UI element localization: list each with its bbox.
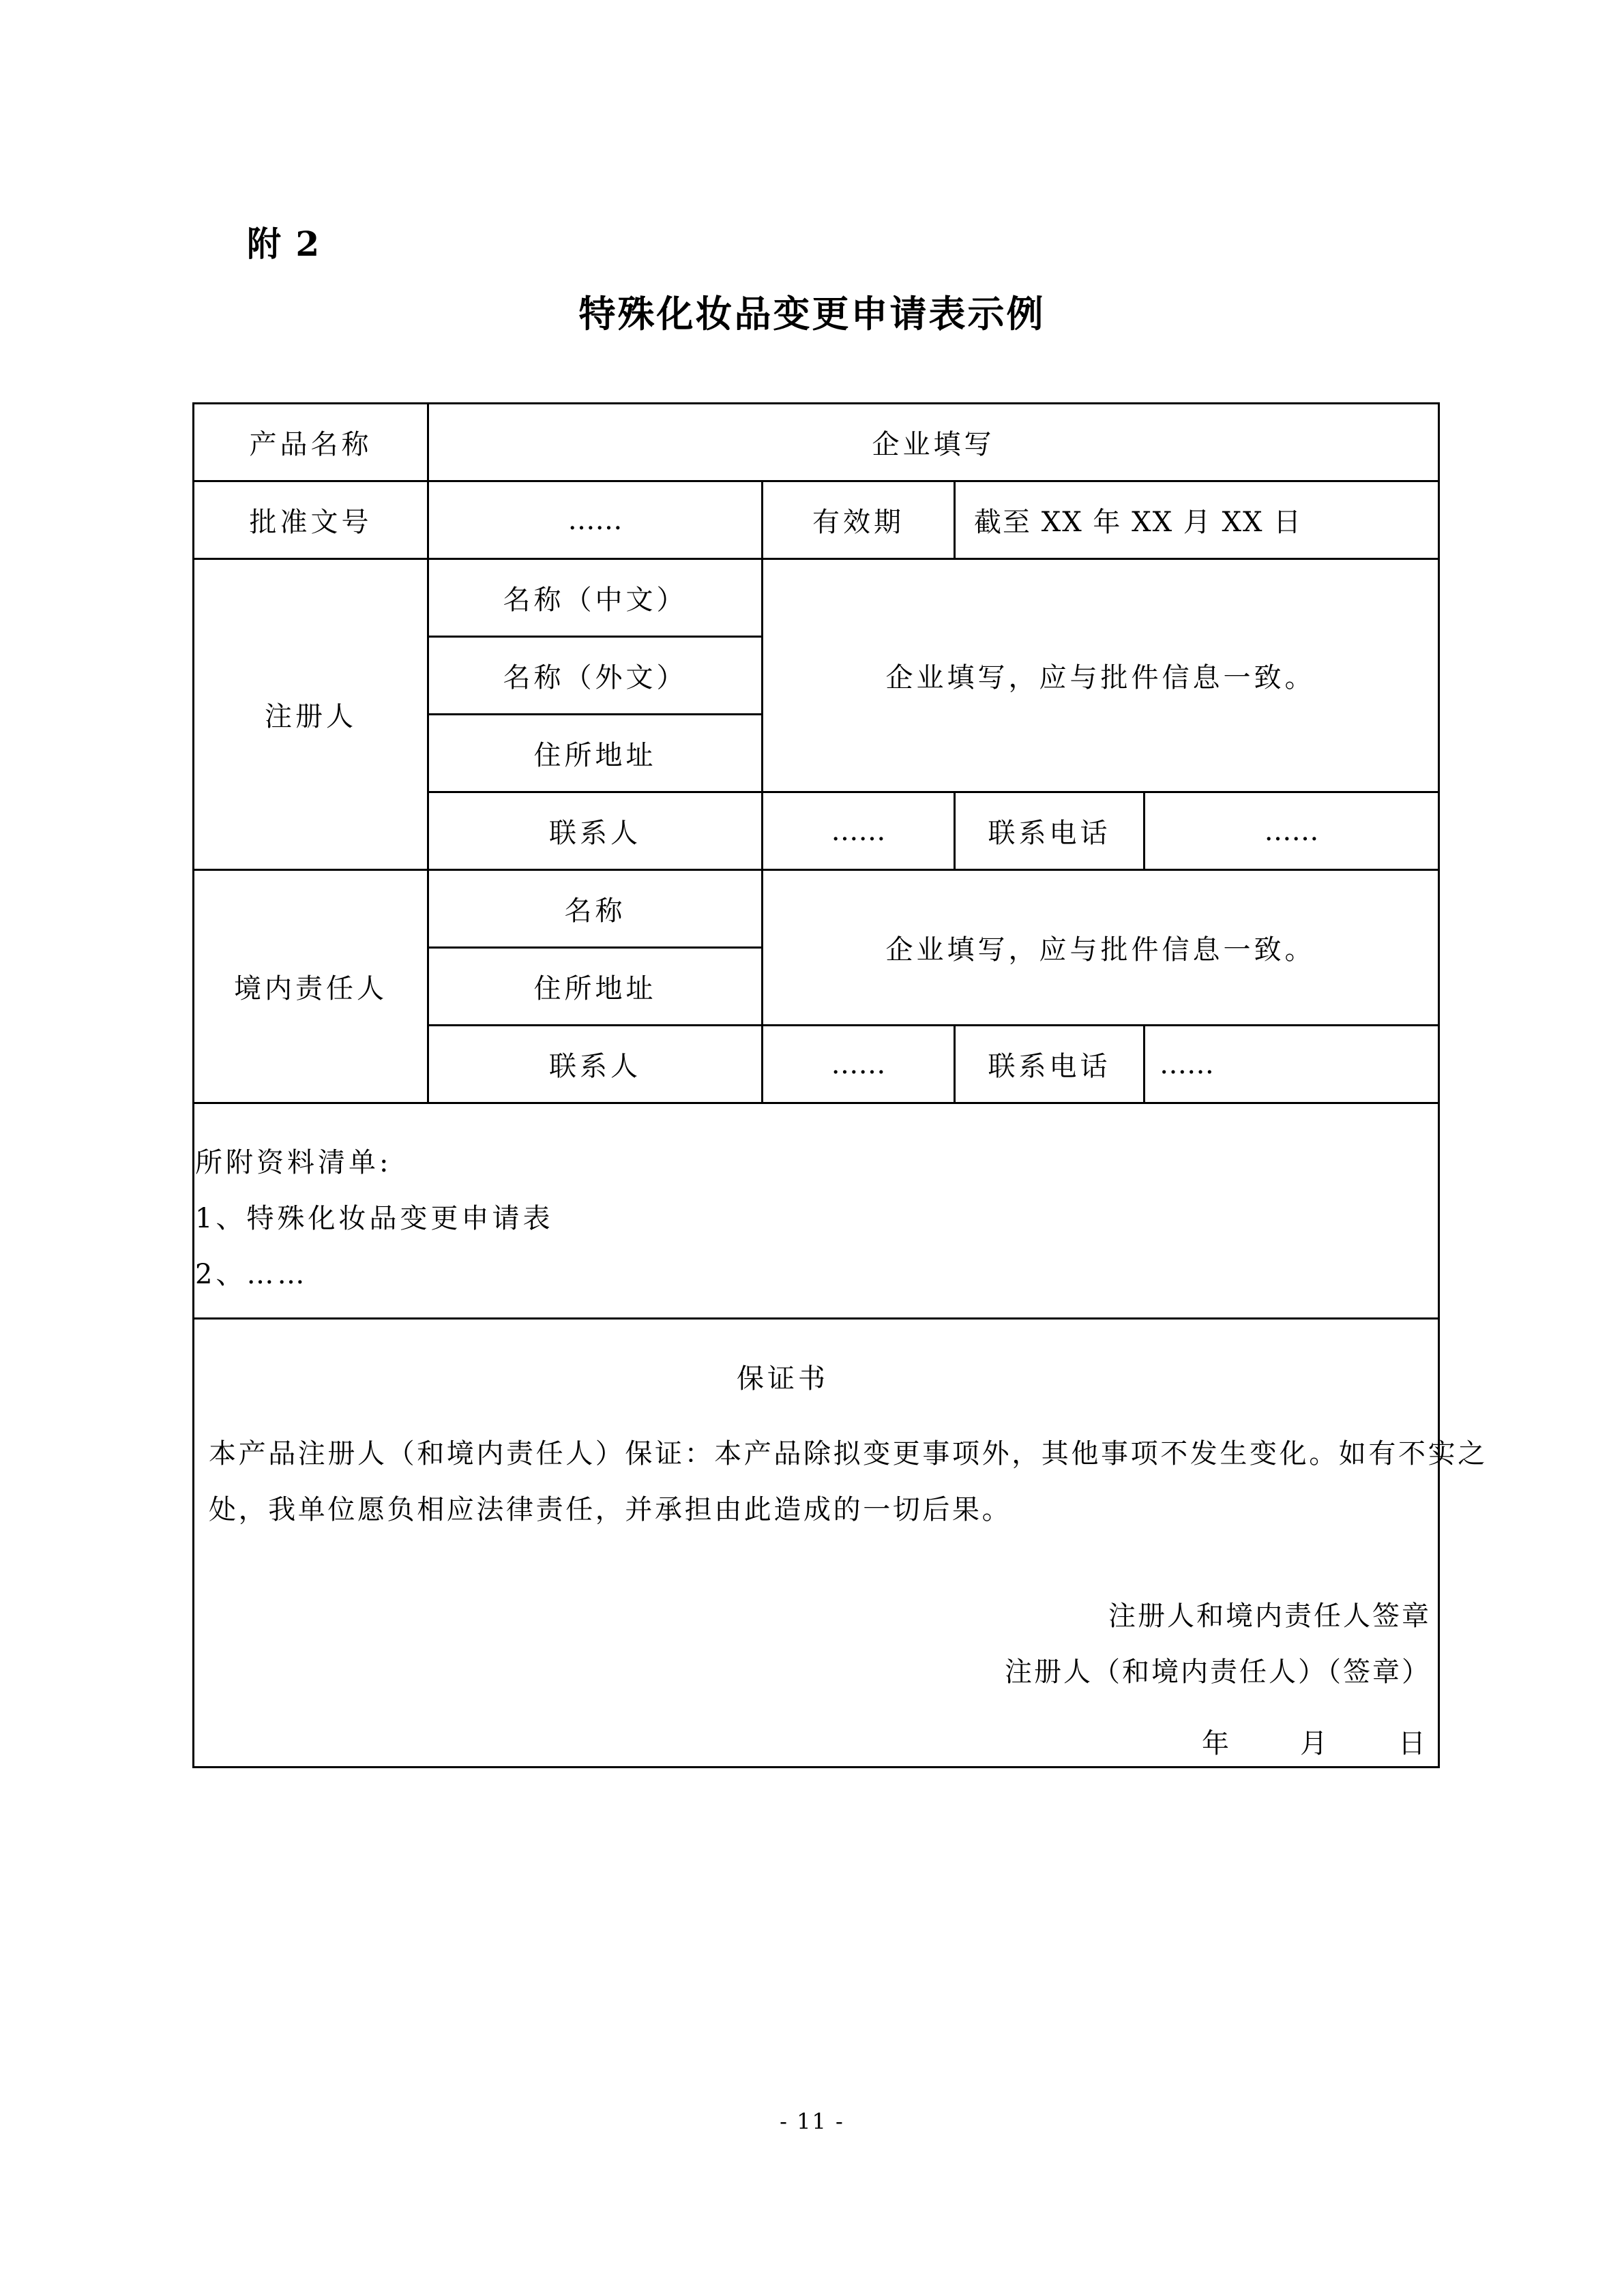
- attachment-item-2: 2、……: [195, 1259, 308, 1290]
- signature-date: 年 月 日: [1202, 1728, 1431, 1759]
- page-number: - 11 -: [780, 2108, 844, 2134]
- registrant-phone-value[interactable]: ……: [1264, 815, 1319, 847]
- approval-number-value[interactable]: ……: [567, 504, 623, 536]
- registrant-label: 注册人: [265, 701, 357, 732]
- attachment-item-1: 1、特殊化妆品变更申请表: [195, 1203, 554, 1234]
- registrant-contact-value[interactable]: ……: [831, 815, 886, 847]
- attachments-heading: 所附资料清单:: [195, 1147, 392, 1178]
- guarantee-title: 保证书: [737, 1363, 829, 1395]
- validity-value[interactable]: 截至 XX 年 XX 月 XX 日: [974, 507, 1303, 538]
- domestic-fill-note[interactable]: 企业填写，应与批件信息一致。: [885, 934, 1316, 966]
- domestic-phone-label: 联系电话: [988, 1051, 1111, 1082]
- registrant-contact-label: 联系人: [549, 818, 641, 849]
- product-name-label: 产品名称: [249, 429, 372, 460]
- annex-label: 附 2: [247, 224, 321, 264]
- validity-label: 有效期: [812, 507, 904, 538]
- approval-number-label: 批准文号: [249, 507, 372, 538]
- registrant-name-cn-label: 名称（中文）: [503, 584, 688, 616]
- registrant-fill-note[interactable]: 企业填写，应与批件信息一致。: [885, 662, 1316, 694]
- registrant-phone-label: 联系电话: [988, 818, 1111, 849]
- signature-line-1: 注册人和境内责任人签章: [1108, 1600, 1431, 1632]
- guarantee-line-2: 处，我单位愿负相应法律责任，并承担由此造成的一切后果。: [209, 1494, 1012, 1525]
- domestic-phone-value[interactable]: ……: [1160, 1048, 1214, 1080]
- product-name-value[interactable]: 企业填写: [872, 429, 995, 460]
- signature-line-2: 注册人（和境内责任人）（签章）: [1005, 1656, 1431, 1688]
- document-title: 特殊化妆品变更申请表示例: [578, 292, 1046, 336]
- domestic-name-label: 名称: [564, 895, 626, 927]
- registrant-address-label: 住所地址: [533, 740, 657, 771]
- domestic-contact-value[interactable]: ……: [831, 1048, 886, 1080]
- registrant-name-foreign-label: 名称（外文）: [503, 662, 688, 694]
- domestic-contact-label: 联系人: [549, 1051, 641, 1082]
- domestic-responsible-label: 境内责任人: [234, 973, 387, 1004]
- domestic-address-label: 住所地址: [533, 973, 657, 1004]
- guarantee-line-1: 本产品注册人（和境内责任人）保证：本产品除拟变更事项外，其他事项不发生变化。如有不实之: [209, 1438, 1488, 1470]
